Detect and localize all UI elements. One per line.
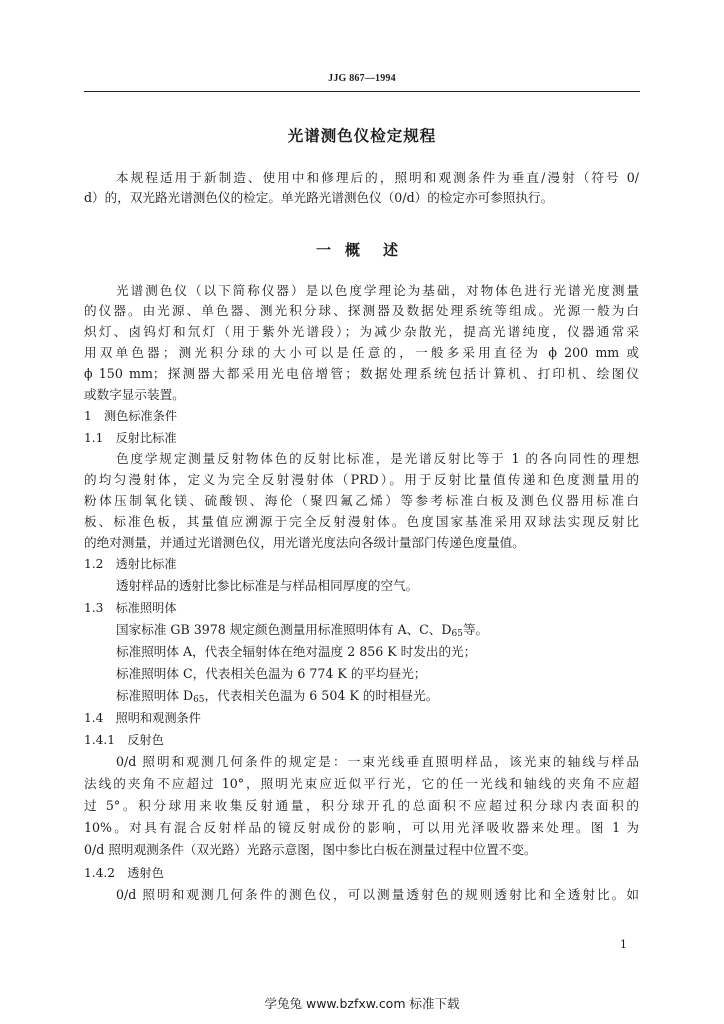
section-text-line: 粉体压制氧化镁、硫酸钡、海伦（聚四氟乙烯）等参考标准白板及测色仪器用标准白 <box>84 493 639 508</box>
section-text-line: 0/d 照明和观测几何条件的测色仪，可以测量透射色的规则透射比和全透射比。如 <box>116 887 639 902</box>
section-text-line: 标准照明体 C，代表相关色温为 6 774 K 的平均昼光； <box>116 666 427 681</box>
section-text-line: 0/d 照明和观测几何条件的规定是：一束光线垂直照明样品，该光束的轴线与样品 <box>116 754 639 769</box>
intro-line: 本规程适用于新制造、使用中和修理后的，照明和观测条件为垂直/漫射（符号 0/ <box>116 170 639 185</box>
footer-watermark: 学兔兔 www.bzfxw.com 标准下载 <box>264 996 460 1011</box>
overview-line: 光谱测色仪（以下简称仪器）是以色度学理论为基础，对物体色进行光谱光度测量 <box>116 283 639 298</box>
section-heading: 1.2 透射比标准 <box>84 557 177 571</box>
illuminant-text: 标准照明体 D <box>116 688 194 703</box>
section-text-line: 标准照明体 A，代表全辐射体在绝对温度 2 856 K 时发出的光； <box>116 644 477 659</box>
section-text-line: 色度学规定测量反射物体色的反射比标准，是光谱反射比等于 1 的各向同性的理想 <box>116 451 639 466</box>
section-text-line: 的绝对测量，并通过光谱测色仪，用光谱光度法向各级计量部门传递色度量值。 <box>84 535 525 550</box>
chapter-number: 一 <box>316 241 332 259</box>
page-number: 1 <box>620 938 627 951</box>
overview-line: 或数字显示装置。 <box>84 387 185 402</box>
document-code-header: JJG 867—1994 <box>328 73 396 84</box>
section-heading: 1.4.2 透射色 <box>84 866 164 880</box>
illuminant-text: 国家标准 GB 3978 规定颜色测量用标准照明体有 A、C、D <box>116 622 452 637</box>
section-heading: 1.4.1 反射色 <box>84 733 164 747</box>
illuminant-text: 等。 <box>462 622 489 637</box>
header-rule <box>84 91 640 92</box>
section-text-line: 0/d 照明观测条件（双光路）光路示意图，图中参比白板在测量过程中位置不变。 <box>84 842 537 857</box>
overview-line: 炽灯、卤钨灯和氘灯（用于紫外光谱段）；为减少杂散光，提高光谱纯度，仪器通常采 <box>84 324 639 339</box>
overview-line: 用双单色器；测光积分球的大小可以是任意的，一般多采用直径为 ϕ 200 mm 或 <box>84 345 639 360</box>
section-text-line <box>116 686 438 706</box>
section-text-line: 法线的夹角不应超过 10°，照明光束应近似平行光，它的任一光线和轴线的夹角不应超 <box>84 776 639 791</box>
overview-line: 的仪器。由光源、单色器、测光积分球、探测器及数据处理系统等组成。光源一般为白 <box>84 303 639 318</box>
chapter-title-char: 概 <box>345 241 361 259</box>
intro-line: d）的，双光路光谱测色仪的检定。单光路光谱测色仪（0/d）的检定亦可参照执行。 <box>84 190 554 205</box>
chapter-title-char: 述 <box>383 241 399 259</box>
subscript: 65 <box>451 629 463 639</box>
section-text-line <box>116 620 488 640</box>
section-text-line: 透射样品的透射比参比标准是与样品相同厚度的空气。 <box>116 578 419 593</box>
section-text-line: 的均匀漫射体，定义为完全反射漫射体（PRD）。用于反射比量值传递和色度测量用的 <box>84 472 639 487</box>
overview-line: ϕ 150 mm；探测器大都采用光电倍增管；数据处理系统包括计算机、打印机、绘图仪 <box>84 366 639 381</box>
section-text-line: 过 5°。积分球用来收集反射通量，积分球开孔的总面积不应超过积分球内表面积的 <box>84 798 639 813</box>
section-heading: 1.3 标准照明体 <box>84 601 177 615</box>
section-text-line: 10%。对具有混合反射样品的镜反射成份的影响，可以用光泽吸收器来处理。图 1 为 <box>84 820 639 835</box>
subscript: 65 <box>193 695 205 705</box>
section-heading: 1.4 照明和观测条件 <box>84 711 201 725</box>
section-heading: 1.1 反射比标准 <box>84 431 177 445</box>
page-title: 光谱测色仪检定规程 <box>287 127 437 145</box>
section-text-line: 板、标准色板，其量值应溯源于完全反射漫射体。色度国家基准采用双球法实现反射比 <box>84 514 639 529</box>
section-heading: 1 测色标准条件 <box>84 409 178 423</box>
illuminant-text: ，代表相关色温为 6 504 K 的时相昼光。 <box>204 688 439 703</box>
